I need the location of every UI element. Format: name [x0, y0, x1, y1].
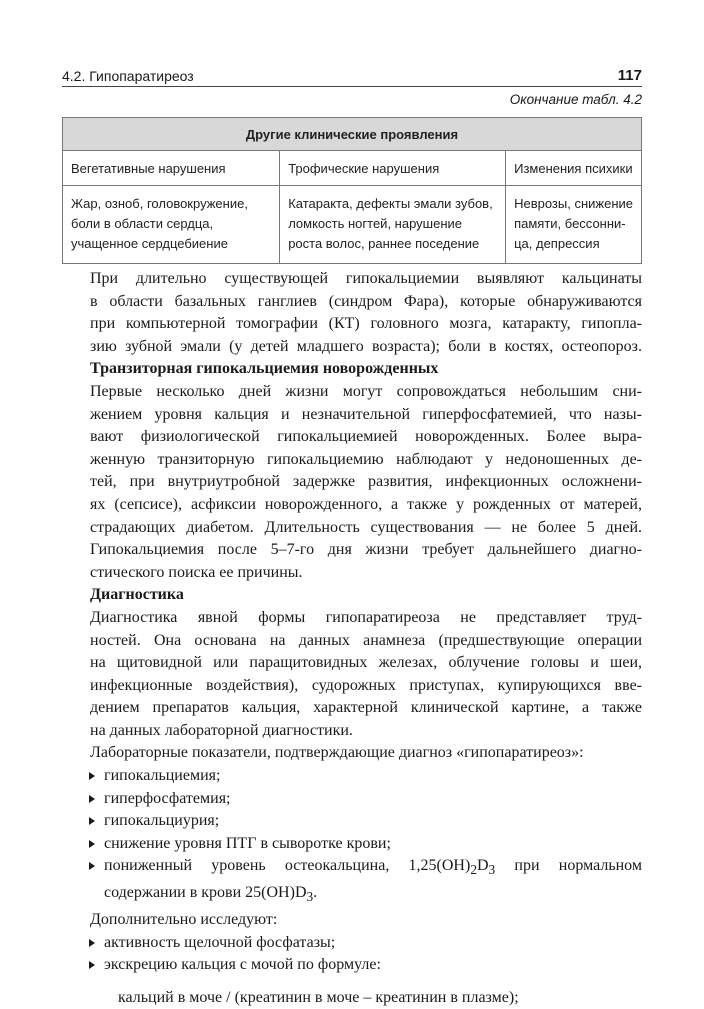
cell-line: ца, депрессия: [514, 236, 600, 251]
cell-line: ломкость ногтей, нарушение: [288, 216, 462, 231]
table-cell-vegetative: [63, 186, 280, 264]
triangle-bullet-icon: [89, 795, 95, 803]
subscript: 3: [306, 889, 314, 905]
cell-line: Жар, озноб, головокружение,: [71, 196, 248, 211]
list-item: [62, 810, 642, 833]
table-cell-psychic: [506, 186, 642, 264]
list-item: [62, 954, 642, 977]
text-line: Диагностика явной формы гипопаратиреоза не представляет труд-: [90, 608, 642, 626]
cell-line: Катаракта, дефекты эмали зубов,: [288, 196, 493, 211]
triangle-bullet-icon: [89, 817, 95, 825]
list-item-text: активность щелочной фосфатазы;: [104, 933, 336, 951]
triangle-bullet-icon: [89, 840, 95, 848]
text-fragment: при нормальном: [495, 857, 642, 875]
text-line: инфекционные воздействия), судорожных приступах, купирующихся вве-: [90, 676, 642, 694]
text-line: При длительно существующей гипокальциемии выявляют кальцинаты: [90, 270, 642, 287]
triangle-bullet-icon: [89, 961, 95, 969]
cell-line: Неврозы, снижение: [514, 196, 633, 211]
text-line: в области базальных ганглиев (синдром Фара), которые обнаруживаются: [90, 292, 642, 310]
paragraph-newborn: [62, 381, 642, 584]
text-line: дением препаратов кальция, характерной клинической картине, а также: [90, 699, 642, 717]
list-item-text: снижение уровня ПТГ в сыворотке крови;: [104, 834, 391, 852]
text-line: ностей. Она основана на данных анамнеза (предшествующие операции: [90, 631, 642, 649]
section-title: 4.2. Гипопаратиреоз: [62, 68, 194, 84]
cell-line: памяти, бессонни-: [514, 216, 626, 231]
subscript: 2: [470, 862, 477, 878]
column-header-psychic: Изменения психики: [506, 151, 642, 186]
text-line: ях (сепсисе), асфиксии новорожденного, а также у рожденных от матерей,: [90, 495, 642, 513]
column-header-vegetative: Вегетативные нарушения: [63, 151, 280, 186]
paragraph-diagnostics: [62, 607, 642, 743]
list-item-text: гиперфосфатемия;: [104, 789, 231, 807]
table-cell-trophic: [280, 186, 506, 264]
text-line: вают физиологической гипокальциемией новорожденных. Более выра-: [90, 428, 642, 446]
extra-tests-intro: Дополнительно исследуют:: [90, 911, 278, 928]
text-line: Первые несколько дней жизни могут сопровождаться небольшим сни-: [90, 382, 642, 400]
text-line: Гипокальциемия после 5–7-го дня жизни требует дальнейшего диагно-: [90, 541, 642, 559]
text-fragment: содержании в крови 25(OH)D: [104, 884, 307, 902]
list-item-text: гипокальциемия;: [104, 767, 221, 785]
table-title: Другие клинические проявления: [63, 118, 642, 151]
running-header: [62, 60, 642, 84]
text-line: зию зубной эмали (у детей младшего возраста); боли в костях, остеопороз.: [90, 337, 642, 355]
subscript: 3: [488, 862, 496, 878]
page-number: 117: [617, 67, 642, 84]
list-item-text: экскрецию кальция с мочой по формуле:: [104, 956, 381, 974]
text-line: женную транзиторную гипокальциемию наблюдают у недоношенных де-: [90, 450, 642, 468]
text-fragment: D: [476, 857, 489, 875]
lab-indicators-intro: Лабораторные показатели, подтверждающие диагноз «гипопаратиреоз»:: [90, 744, 584, 762]
text-line: жением уровня кальция и незначительной гиперфосфатемией, что назы-: [90, 405, 642, 423]
list-item-text: [90, 855, 642, 909]
list-item: [62, 788, 642, 811]
list-item: [62, 855, 642, 909]
calcium-excretion-formula: кальций в моче / (креатинин в моче – креатинин в плазме);: [118, 988, 519, 1006]
triangle-bullet-icon: [89, 939, 95, 947]
list-item: [62, 932, 642, 955]
text-line: страдающих диабетом. Длительность существования — не более 5 дней.: [90, 518, 642, 536]
heading-diagnostics: Диагностика: [90, 586, 184, 604]
text-line: на щитовидной или паращитовидных железах, облучение головы и шеи,: [90, 654, 642, 672]
heading-transient-hypocalcemia: Транзиторная гипокальциемия новорожденных: [90, 360, 439, 378]
text-line: при компьютерной томографии (КТ) головного мозга, катаракту, гипопла-: [90, 315, 642, 333]
paragraph-basal-calcification: [62, 268, 642, 358]
cell-line: роста волос, раннее поседение: [288, 236, 480, 251]
text-fragment: .: [313, 884, 318, 902]
column-header-trophic: Трофические нарушения: [280, 151, 506, 186]
body-text: [62, 268, 642, 1009]
list-item: [62, 833, 642, 856]
text-line: [104, 882, 642, 909]
header-rule: [62, 86, 642, 87]
text-fragment: пониженный уровень остеокальцина, 1,25(OH): [104, 857, 471, 875]
list-item-text: гипокальциурия;: [104, 812, 220, 830]
text-line: на данных лабораторной диагностики.: [90, 721, 353, 739]
cell-line: учащенное сердцебиение: [71, 236, 228, 251]
text-line: [104, 855, 642, 882]
triangle-bullet-icon: [89, 772, 95, 780]
clinical-table: [62, 117, 642, 264]
cell-line: боли в области сердца,: [71, 216, 214, 231]
triangle-bullet-icon: [89, 862, 95, 870]
text-line: тей, при внутриутробной задержке развития, инфекционных осложнени-: [90, 473, 642, 491]
text-line: стического поиска ее причины.: [90, 563, 303, 581]
list-item: [62, 765, 642, 788]
table-caption: Окончание табл. 4.2: [509, 92, 642, 107]
